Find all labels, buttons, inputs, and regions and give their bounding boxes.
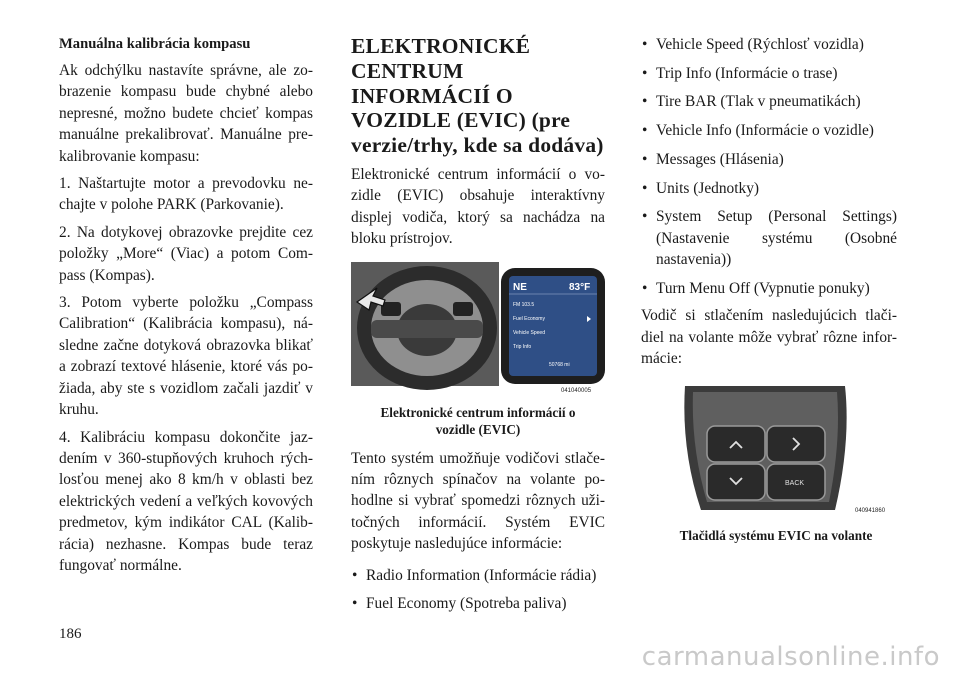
step-3: 3. Potom vyberte položku „Compass Calibration“ (Kalibrácia kompasu), ná-sledne začne dotyková obrazovka blikať a zobrazí textové hlásenie, ktoré vás po-žiada, aby ste s vozidlom začali jazdiť v kruhu.	[59, 294, 313, 419]
display-line: 50768 mi	[549, 361, 570, 368]
heading-line: ELEKTRONICKÉ	[351, 34, 531, 58]
list-item: • Messages (Hlásenia)	[641, 149, 897, 170]
evic-figure-caption: Elektronické centrum informácií o vozidle (EVIC)	[380, 404, 576, 437]
heading-line: CENTRUM	[351, 58, 464, 83]
figure-code: 040941860	[855, 507, 886, 514]
bullet-icon: •	[642, 93, 648, 111]
watermark: carmanualsonline.info	[641, 642, 940, 672]
list-item: • Trip Info (Informácie o trase)	[641, 63, 897, 84]
evic-buttons-figure	[641, 382, 897, 523]
list-item: • Turn Menu Off (Vypnutie ponuky)	[641, 278, 897, 299]
bullet-icon: •	[642, 150, 648, 168]
step-1: 1. Naštartujte motor a prevodovku ne-chajte v polohe PARK (Parkovanie).	[59, 175, 313, 214]
steering-wheel-buttons-image	[675, 382, 897, 518]
heading-line: verzie/trhy, kde sa dodáva)	[351, 133, 604, 158]
bullet-icon: •	[642, 179, 648, 197]
intro-paragraph: Ak odchýlku nastavíte správne, ale zo-brazenie kompasu bude chybné alebo nepresné, možno budete chcieť kompas manuálne prekalibrovať. Manuálne pre-kalibrovanie kompasu:	[59, 62, 313, 165]
bullet-icon: •	[352, 566, 358, 584]
heading-line: INFORMÁCIÍ O	[351, 83, 513, 108]
display-heading: NE	[513, 281, 527, 293]
buttons-intro-paragraph: Vodič si stlačením nasledujúcich tlači-diel na volante môže vybrať rôzne infor-mácie:	[641, 307, 897, 368]
list-item: • Units (Jednotky)	[641, 178, 897, 199]
bullet-icon: •	[642, 36, 648, 53]
steering-wheel-and-display-image	[351, 262, 605, 394]
heading-line: VOZIDLE (EVIC) (pre	[351, 108, 571, 133]
display-line: Fuel Economy	[513, 315, 545, 322]
middle-column	[351, 34, 605, 622]
figure-code: 041040005	[561, 387, 592, 394]
bullet-icon: •	[642, 208, 648, 226]
section-subheading: Manuálna kalibrácia kompasu	[59, 36, 251, 52]
list-item: • Fuel Economy (Spotreba paliva)	[351, 593, 605, 614]
display-line: Trip Info	[513, 343, 532, 350]
list-item: • Tire BAR (Tlak v pneumatikách)	[641, 91, 897, 112]
evic-intro-paragraph: Elektronické centrum informácií o vo-zidle (EVIC) obsahuje interaktívny displej vodiča, ktorý sa nachádza na bloku prístrojov.	[351, 165, 605, 248]
evic-body-paragraph: Tento systém umožňuje vodičovi stlače-ním rôznych spínačov na volante po-hodlne si vybrať spomedzi rôznych uži-točných informácií. Systém EVIC poskytuje nasledujúce informácie:	[351, 449, 605, 553]
display-line: Vehicle Speed	[513, 329, 545, 336]
bullet-icon: •	[642, 279, 648, 297]
step-2: 2. Na dotykovej obrazovke prejdite cez položky „More“ (Viac) a potom Com-pass (Kompas).	[59, 223, 313, 284]
list-item: • Vehicle Info (Informácie o vozidle)	[641, 120, 897, 141]
right-column	[641, 34, 897, 544]
list-item: • Vehicle Speed (Rýchlosť vozidla)	[641, 34, 897, 55]
step-4: 4. Kalibráciu kompasu dokončite jaz-dením v 360-stupňových kruhoch rých-losťou menej ako 8 km/h v oblasti bez elektrických vedení a veľkých kovových predmetov, kým indikátor CAL (Kalib-rácia) nezhasne. Kompas bude teraz fungovať normálne.	[59, 428, 313, 574]
bullet-icon: •	[642, 64, 648, 82]
list-item: • System Setup (Personal Settings) (Nastavenie systému (Osobné nastavenia))	[642, 208, 897, 269]
display-temperature: 83°F	[569, 281, 591, 293]
display-line: FM 103.5	[513, 301, 535, 308]
bullet-icon: •	[642, 122, 648, 140]
left-column	[59, 34, 313, 582]
info-list	[641, 34, 897, 299]
evic-figure	[351, 262, 605, 438]
list-item: • Radio Information (Informácie rádia)	[351, 565, 605, 586]
back-button-label: BACK	[785, 479, 805, 487]
bullet-icon: •	[352, 595, 358, 613]
section-heading	[351, 34, 605, 158]
buttons-figure-caption: Tlačidlá systému EVIC na volante	[679, 527, 873, 543]
page-number: 186	[59, 626, 82, 642]
info-list	[351, 565, 605, 615]
